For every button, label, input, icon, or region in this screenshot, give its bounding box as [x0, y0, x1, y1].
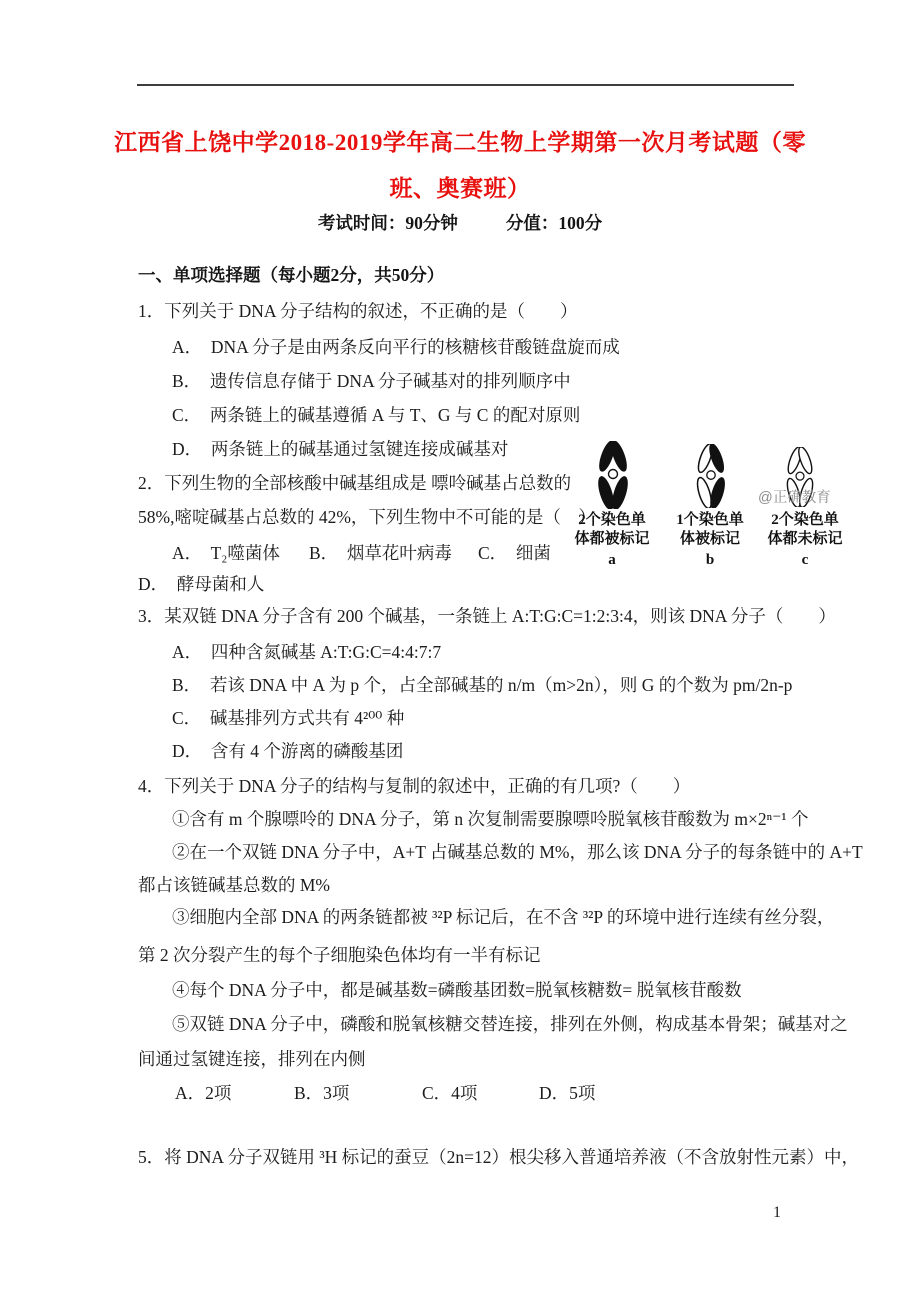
q4-item-3-line1: ③细胞内全部 DNA 的两条链都被 ³²P 标记后，在不含 ³²P 的环境中进行连续有丝分裂，	[172, 907, 835, 927]
chromosome-a-both-labeled-icon	[594, 441, 632, 509]
q4-option-d: D．5项	[539, 1083, 596, 1103]
q1-stem: 1．下列关于 DNA 分子结构的叙述，不正确的是（ ）	[138, 301, 578, 321]
q2-stem-line1: 2．下列生物的全部核酸中碱基组成是 嘌呤碱基占总数的	[138, 473, 572, 493]
q4-item-2-line2: 都占该链碱基总数的 M%	[138, 875, 331, 895]
watermark-text: @正确教育	[758, 490, 831, 506]
q4-item-5-line2: 间通过氢键连接，排列在内侧	[138, 1049, 366, 1069]
q3-option-d: D． 含有 4 个游离的磷酸基团	[172, 741, 404, 761]
figure-label-a-line1: 2个染色单	[578, 512, 646, 528]
q4-item-3-line2: 第 2 次分裂产生的每个子细胞染色体均有一半有标记	[138, 945, 541, 965]
q4-item-5-line1: ⑤双链 DNA 分子中，磷酸和脱氧核糖交替连接，排列在外侧，构成基本骨架；碱基对之	[172, 1014, 848, 1034]
q3-stem: 3．某双链 DNA 分子含有 200 个碱基，一条链上 A:T:G:C=1:2:3:4，则该 DNA 分子（ ）	[138, 606, 836, 626]
q4-option-c: C．4项	[422, 1083, 478, 1103]
figure-label-c-line1: 2个染色单	[771, 512, 839, 528]
exam-time-label: 考试时间：90分钟	[317, 213, 458, 233]
q2-stem-line2: 58%,嘧啶碱基占总数的 42%，下列生物中不可能的是（ ）	[138, 507, 596, 527]
q3-option-c: C． 碱基排列方式共有 4²⁰⁰ 种	[172, 708, 405, 728]
exam-info	[0, 210, 920, 235]
section-heading: 一、单项选择题（每小题2分，共50分）	[138, 265, 445, 285]
q4-option-b: B．3项	[294, 1083, 350, 1103]
q2-option-a: A． T₂噬菌体	[172, 543, 280, 563]
figure-letter-a: a	[608, 552, 616, 568]
figure-label-c-line2: 体都未标记	[767, 530, 843, 547]
q2-option-b: B． 烟草花叶病毒	[309, 543, 452, 563]
figure-letter-b: b	[705, 552, 715, 568]
q1-option-d: D． 两条链上的碱基通过氢键连接成碱基对	[172, 439, 509, 459]
exam-title-line1: 江西省上饶中学2018-2019学年高二生物上学期第一次月考试题（零	[114, 130, 806, 155]
q4-option-a: A．2项	[175, 1083, 232, 1103]
exam-score-label: 分值：100分	[505, 213, 603, 233]
q4-item-2-line1: ②在一个双链 DNA 分子中，A+T 占碱基总数的 M%，那么该 DNA 分子的每条链中的 A+T	[172, 842, 863, 862]
q1-option-c: C． 两条链上的碱基遵循 A 与 T、G 与 C 的配对原则	[172, 405, 581, 425]
figure-label-a-line2: 体都被标记	[574, 530, 650, 547]
figure-label-c	[745, 511, 865, 548]
chromosome-b-one-labeled-icon	[693, 444, 729, 508]
q2-option-d: D． 酵母菌和人	[138, 574, 265, 594]
figure-label-b-line2: 体被标记	[679, 530, 740, 547]
q3-option-a: A． 四种含氮碱基 A:T:G:C=4:4:7:7	[172, 642, 442, 662]
exam-title-line2: 班、奥赛班）	[389, 176, 531, 201]
q4-item-1: ①含有 m 个腺嘌呤的 DNA 分子，第 n 次复制需要腺嘌呤脱氧核苷酸数为 m×2ⁿ⁻¹ 个	[172, 809, 809, 829]
page-number: 1	[773, 1204, 781, 1221]
q1-option-b: B． 遗传信息存储于 DNA 分子碱基对的排列顺序中	[172, 371, 571, 391]
q2-option-c: C． 细菌	[478, 543, 551, 563]
q3-option-b: B． 若该 DNA 中 A 为 p 个，占全部碱基的 n/m（m>2n），则 G 的个数为 pm/2n-p	[172, 675, 793, 695]
q1-option-a: A． DNA 分子是由两条反向平行的核糖核苷酸链盘旋而成	[172, 337, 620, 357]
figure-label-b-line1: 1个染色单	[676, 512, 744, 528]
q4-stem: 4．下列关于 DNA 分子的结构与复制的叙述中，正确的有几项?（ ）	[138, 776, 691, 796]
q5-stem: 5．将 DNA 分子双链用 ³H 标记的蚕豆（2n=12）根尖移入普通培养液（不含放射性元素）中，	[138, 1147, 859, 1167]
header-rule	[137, 84, 794, 86]
figure-letter-c: c	[801, 552, 809, 568]
q4-item-4: ④每个 DNA 分子中，都是碱基数=磷酸基团数=脱氧核糖数= 脱氧核苷酸数	[172, 980, 742, 1000]
